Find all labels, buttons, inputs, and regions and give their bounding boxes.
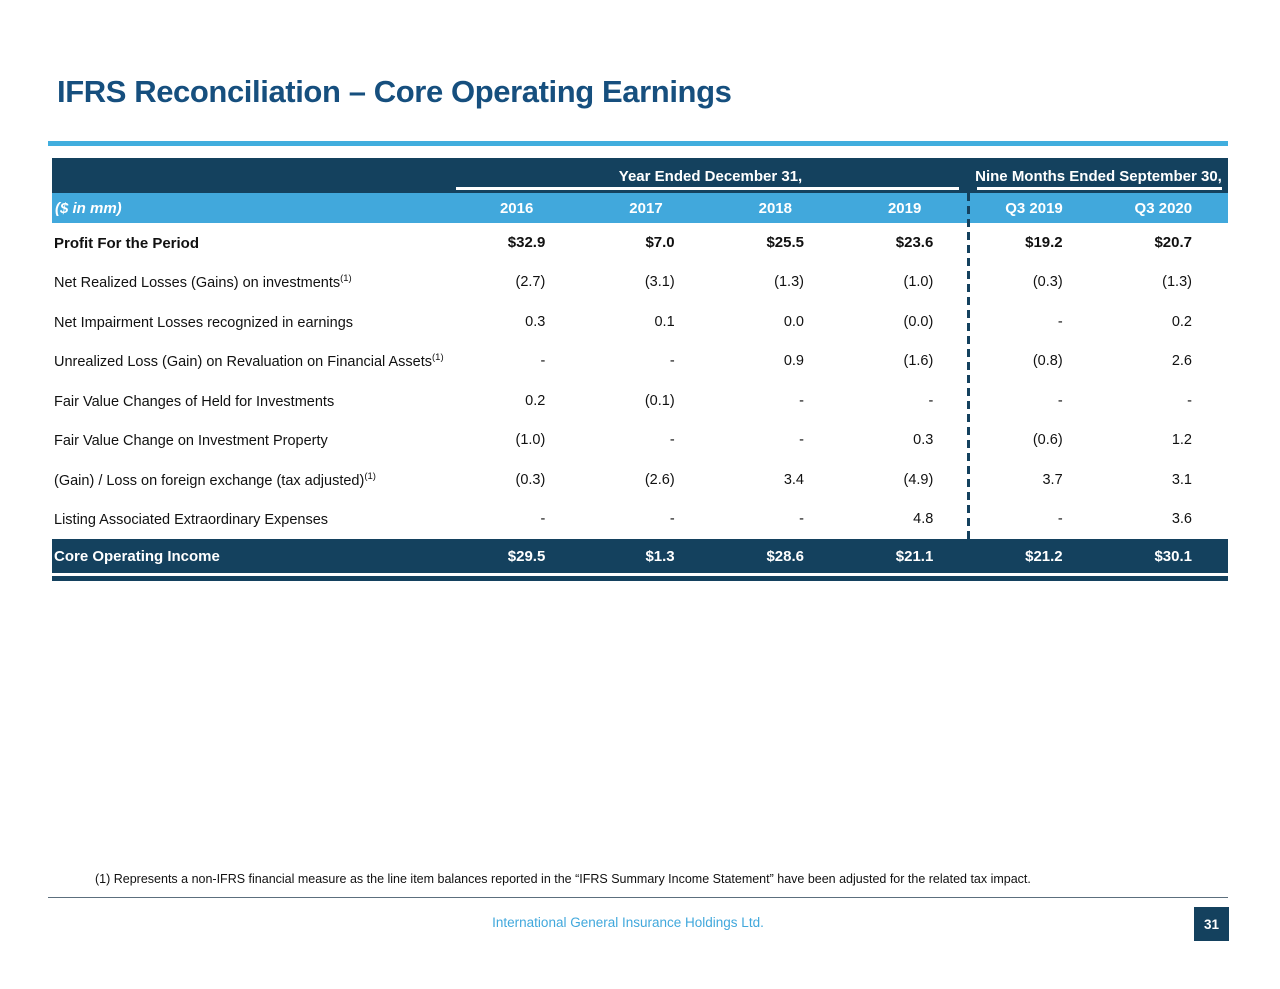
column-header-2016: 2016 [499, 199, 534, 217]
cell-value: 2.6 [1171, 353, 1192, 370]
cell-value: 3.1 [1171, 471, 1192, 488]
group-header-year-ended [452, 158, 969, 193]
row-label [52, 392, 452, 410]
cell-value: 3.7 [1042, 471, 1063, 488]
cell-value: 0.3 [525, 313, 546, 330]
cell-value: - [1057, 511, 1063, 528]
row-label-text: Fair Value Change on Investment Property [54, 433, 328, 450]
cell-value: (0.0) [903, 313, 934, 330]
cell-value: 0.9 [783, 353, 804, 370]
cell-value: $29.5 [507, 547, 546, 565]
title-divider [48, 141, 1228, 146]
cell-value: - [799, 432, 804, 449]
cell-value: (0.8) [1032, 353, 1063, 370]
row-label [52, 273, 452, 291]
page-title: IFRS Reconciliation – Core Operating Earnings [57, 74, 732, 109]
row-label-footnote-ref: (1) [364, 470, 376, 482]
cell-value: (0.6) [1032, 432, 1063, 449]
table-row-net-impairment-losses [52, 302, 1228, 342]
cell-value: 0.2 [525, 392, 546, 409]
cell-value: - [540, 353, 546, 370]
cell-value: $32.9 [507, 234, 546, 252]
cell-value: (1.0) [515, 432, 546, 449]
cell-value: 0.3 [913, 432, 934, 449]
total-row-label: Core Operating Income [54, 547, 220, 565]
page-number-badge: 31 [1194, 907, 1229, 941]
row-label-text: Net Impairment Losses recognized in earnings [54, 314, 354, 331]
group-header-underline [456, 187, 959, 190]
table-row-fair-value-held-investments [52, 381, 1228, 421]
cell-value: $25.5 [766, 234, 804, 252]
column-header-2019: 2019 [887, 199, 922, 217]
unit-label: ($ in mm) [55, 199, 122, 217]
row-label [52, 510, 452, 528]
cell-value: $1.3 [645, 547, 675, 565]
group-header-underline [977, 187, 1222, 190]
footnote: (1) Represents a non-IFRS financial measure as the line item balances reported in the “IFRS Summary Income Statement” have been adjusted for the related tax impact. [95, 872, 1031, 886]
table-row-unrealized-loss-revaluation [52, 342, 1228, 382]
cell-value: - [669, 511, 675, 528]
cell-value: - [669, 432, 675, 449]
cell-value: - [799, 511, 804, 528]
row-label [52, 234, 452, 252]
cell-value: 3.6 [1171, 511, 1192, 528]
cell-value: $20.7 [1154, 234, 1192, 252]
column-header-q3-2020: Q3 2020 [1134, 199, 1193, 217]
table-row-listing-expenses [52, 500, 1228, 540]
group-header-nine-months [969, 158, 1228, 193]
cell-value: $19.2 [1025, 234, 1063, 252]
row-label-footnote-ref: (1) [432, 352, 444, 364]
table-row-profit-for-period [52, 223, 1228, 263]
cell-value: (0.3) [1032, 274, 1063, 291]
footer-divider [48, 897, 1228, 898]
cell-value: (1.3) [774, 274, 804, 291]
row-label-text: Net Realized Losses (Gains) on investments [54, 275, 341, 292]
cell-value: (1.6) [903, 353, 934, 370]
cell-value: 1.2 [1171, 432, 1192, 449]
table-column-header-row [52, 193, 1228, 223]
reconciliation-table [52, 158, 1228, 581]
cell-value: (0.1) [644, 392, 675, 409]
group-header-label: Year Ended December 31, [618, 168, 803, 185]
cell-value: $30.1 [1154, 547, 1192, 565]
cell-value: - [1057, 313, 1063, 330]
group-header-spacer [52, 158, 452, 193]
cell-value: (3.1) [644, 274, 675, 291]
cell-value: $21.2 [1025, 547, 1063, 565]
table-row-foreign-exchange [52, 460, 1228, 500]
row-label-text: (Gain) / Loss on foreign exchange (tax adjusted) [54, 472, 365, 489]
footer-company-name: International General Insurance Holdings Ltd. [492, 915, 764, 930]
row-label-footnote-ref: (1) [340, 273, 352, 285]
row-label [52, 313, 452, 331]
cell-value: - [540, 511, 546, 528]
cell-value: $28.6 [766, 547, 804, 565]
cell-value: 3.4 [783, 471, 804, 488]
cell-value: $23.6 [895, 234, 934, 252]
cell-value: - [799, 392, 804, 409]
row-label-text: Fair Value Changes of Held for Investments [54, 393, 335, 410]
cell-value: - [928, 392, 934, 409]
cell-value: - [1057, 392, 1063, 409]
column-header-2017: 2017 [629, 199, 663, 217]
row-label-text: Profit For the Period [54, 234, 200, 252]
table-row-fair-value-investment-property [52, 421, 1228, 461]
table-total-row-core-operating-income [52, 539, 1228, 573]
cell-value: - [669, 353, 675, 370]
cell-value: - [1187, 392, 1192, 409]
cell-value: (1.0) [903, 274, 934, 291]
group-header-label: Nine Months Ended September 30, [975, 168, 1222, 185]
cell-value: 0.1 [654, 313, 675, 330]
column-header-2018: 2018 [758, 199, 792, 217]
column-header-q3-2019: Q3 2019 [1005, 199, 1063, 217]
cell-value: (2.7) [515, 274, 546, 291]
row-label [52, 431, 452, 449]
row-label-text: Unrealized Loss (Gain) on Revaluation on Financial Assets [54, 354, 433, 371]
cell-value: (1.3) [1162, 274, 1192, 291]
cell-value: 4.8 [913, 511, 934, 528]
row-label [52, 471, 452, 489]
row-label-text: Listing Associated Extraordinary Expenses [54, 512, 329, 529]
table-row-net-realized-losses [52, 263, 1228, 303]
row-label [52, 352, 452, 370]
cell-value: $7.0 [645, 234, 675, 252]
cell-value: $21.1 [895, 547, 934, 565]
table-bottom-border [52, 576, 1228, 581]
table-group-header-row [52, 158, 1228, 193]
cell-value: 0.0 [783, 313, 804, 330]
cell-value: 0.2 [1171, 313, 1192, 330]
cell-value: (2.6) [644, 471, 675, 488]
cell-value: (0.3) [515, 471, 546, 488]
period-group-dashed-divider [967, 193, 970, 539]
cell-value: (4.9) [903, 471, 934, 488]
